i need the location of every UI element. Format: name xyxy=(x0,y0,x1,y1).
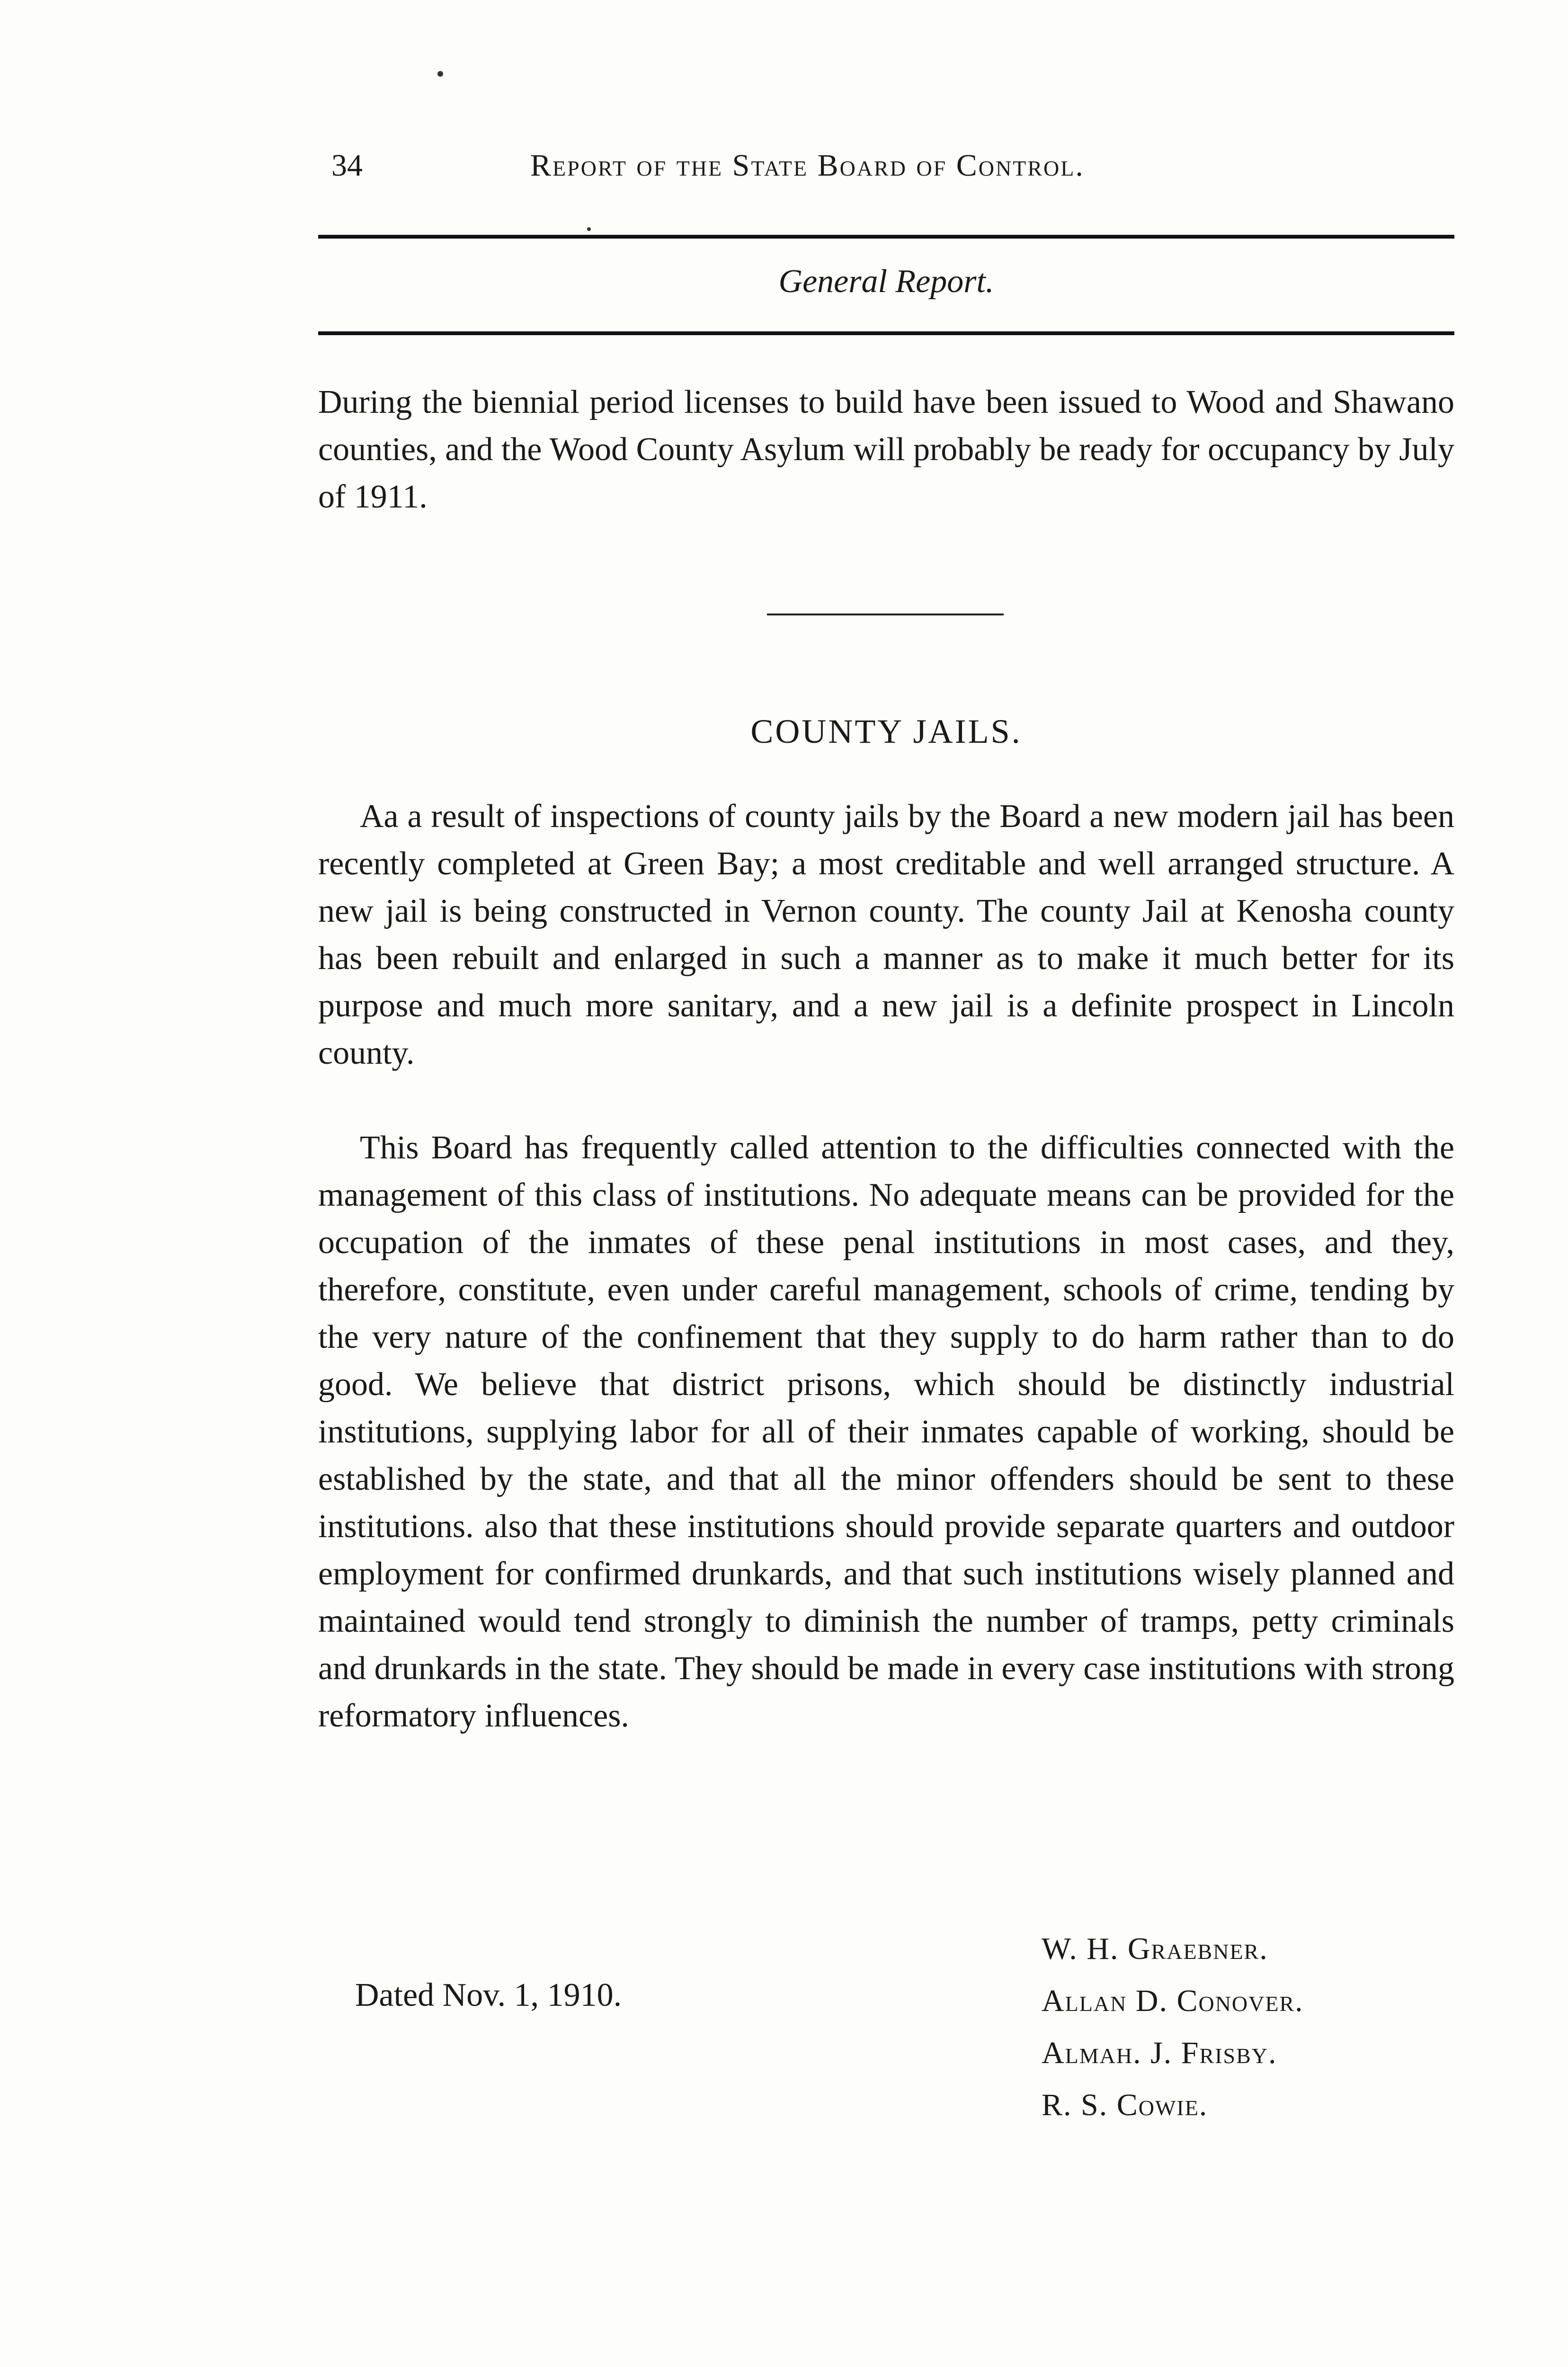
signature-block xyxy=(1042,1923,1468,2131)
header-rule-bottom xyxy=(318,331,1454,335)
section-heading: COUNTY JAILS. xyxy=(750,712,1022,750)
signature-line: Allan D. Conover. xyxy=(1042,1984,1304,2018)
paragraph-board-attention: This Board has frequently called attention to the difficulties connected with the management of this class of institutions. No adequate means can be provided for the occupation of the inmates of these penal institutions in most cases, and they, therefore, constitute, even under careful management, schools of crime, tending by the very nature of the confinement that they supply to do harm rather than to do good. We believe that district prisons, which should be distinctly industrial institutions, supplying labor for all of their inmates capable of working, should be established by the state, and that all the minor offenders should be sent to these institutions. also that these institutions should provide separate quarters and outdoor employment for confirmed drunkards, and that such institutions wisely planned and maintained would tend strongly to diminish the number of tramps, petty criminals and drunkards in the state. They should be made in every case institutions with strong reformatory influences. xyxy=(318,1130,1454,1734)
page-number: 34 xyxy=(331,148,363,183)
section-divider xyxy=(767,614,1004,615)
page-header xyxy=(331,142,1458,189)
scan-speck xyxy=(587,227,591,231)
running-title: Report of the State Board of Control. xyxy=(530,148,1085,183)
section-label: General Report. xyxy=(778,263,994,300)
signature-line: W. H. Graebner. xyxy=(1042,1931,1268,1966)
date-line: Dated Nov. 1, 1910. xyxy=(355,1977,622,2013)
scan-speck xyxy=(437,71,443,77)
paragraph-inspections: Aa a result of inspections of county jails by the Board a new modern jail has been recently completed at Green Bay; a most creditable and well arranged structure. A new jail is being constructed in Vernon county. The county Jail at Kenosha county has been rebuilt and enlarged in such a manner as to make it much better for its purpose and much more sanitary, and a new jail is a definite prospect in Lincoln county. xyxy=(318,798,1454,1071)
header-rule-top xyxy=(318,235,1454,239)
signature-line: R. S. Cowie. xyxy=(1042,2088,1208,2122)
intro-paragraph: During the biennial period licenses to build have been issued to Wood and Shawano counties, and the Wood County Asylum will probably be ready for occupancy by July of 1911. xyxy=(318,384,1454,515)
signature-line: Almah. J. Frisby. xyxy=(1042,2036,1277,2070)
